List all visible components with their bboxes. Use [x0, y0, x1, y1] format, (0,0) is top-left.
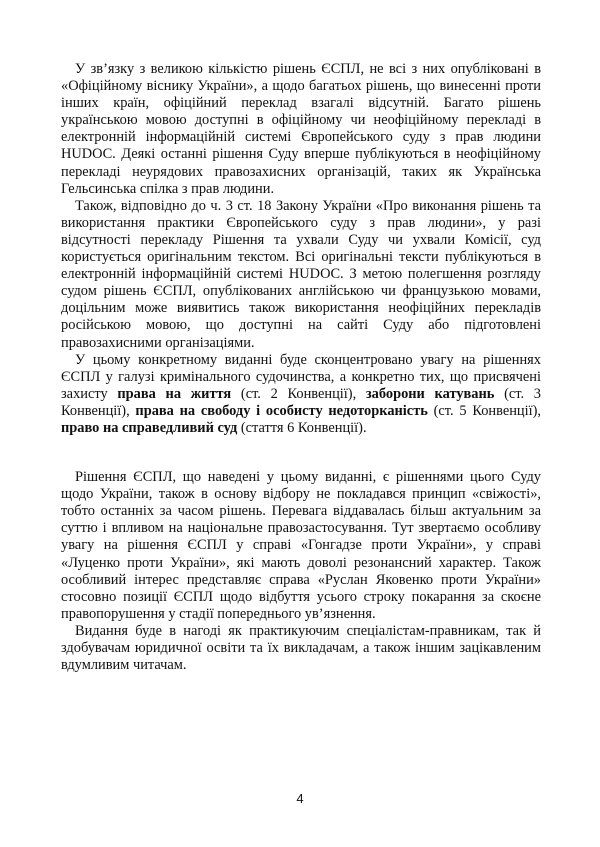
focus-text-3: (ст. 3 Конвенції), [61, 385, 542, 419]
right-to-fair-trial: право на справедливий суд [61, 419, 238, 436]
page-number: 4 [296, 791, 304, 806]
paragraph-audience: Видання буде в нагоді як практикуючим спеціалістам-правникам, так й здобувачам юридичної освіти та їх викладачам, а також іншим зацікавленим вдумливим читачам. [61, 622, 541, 674]
paragraph-law-article-18: Також, відповідно до ч. 3 ст. 18 Закону України «Про виконання рішень та використання практики Європейського суду з прав людини», у разі відсутності перекладу Рішення та ухвали Суду чи ухвали Комісії, суд користується оригінальним текстом. Всі оригінальні тексти публікуються в електронній інформаційній системі HUDOC. З метою полегшення розгляду судом рішень ЄСПЛ, опублікованих англійською чи французькою мовами, доцільним може виявитись також використання неофіційних перекладів російською мовою, що доступні на сайті Суду або підготовлені правозахисними організаціями. [61, 197, 541, 351]
paragraph-selection-criteria: Рішення ЄСПЛ, що наведені у цьому виданні, є рішеннями цього Суду щодо України, також в основу відбору не покладався принцип «свіжості», тобто останніх за часом рішень. Перевага віддавалась більш актуальним за суттю і впливом на національне правозастосування. Тут звертаємо особливу увагу на рішення ЄСПЛ у справі «Гонгадзе проти України», у справі «Луценко проти України», які мають доволі резонансний характер. Також особливий інтерес представляє справа «Руслан Яковенко проти України» стосовно позиції ЄСПЛ щодо відбуття усього строку покарання за скоєне правопорушення у стадії попереднього ув’язнення. [61, 469, 541, 622]
paragraph-spacer [61, 437, 541, 469]
prohibition-of-torture: заборони катувань [365, 385, 495, 402]
focus-text-2: (ст. 2 Конвенції), [231, 385, 366, 402]
paragraph-focus-rights [61, 352, 541, 437]
document-body [61, 61, 541, 674]
focus-text-1: У цьому конкретному виданні буде сконцентровано увагу на рішеннях ЄСПЛ у галузі кримінального судочинства, а конкретно тих, що присвячені захисту [61, 351, 541, 402]
focus-text-5: (стаття 6 Конвенції). [237, 419, 367, 436]
paragraph-hudoc: У зв’язку з великою кількістю рішень ЄСПЛ, не всі з них опубліковані в «Офіційному віснику України», а щодо багатьох рішень, що винесенні проти інших країн, офіційний переклад взагалі відсутній. Багато рішень українською мовою доступні в офіційному чи неофіційному перекладі в електронній інформаційній системі Європейського суду з прав людини HUDOC. Деякі останні рішення Суду вперше публікуються в неофіційному перекладі неурядових правозахисних організацій, таких як Українська Гельсинська спілка з прав людини. [61, 61, 541, 197]
right-to-life: права на життя [117, 385, 232, 402]
focus-text-4: (ст. 5 Конвенції), [427, 402, 541, 419]
right-to-liberty: права на свободу і особисту недоторканість [135, 402, 428, 419]
